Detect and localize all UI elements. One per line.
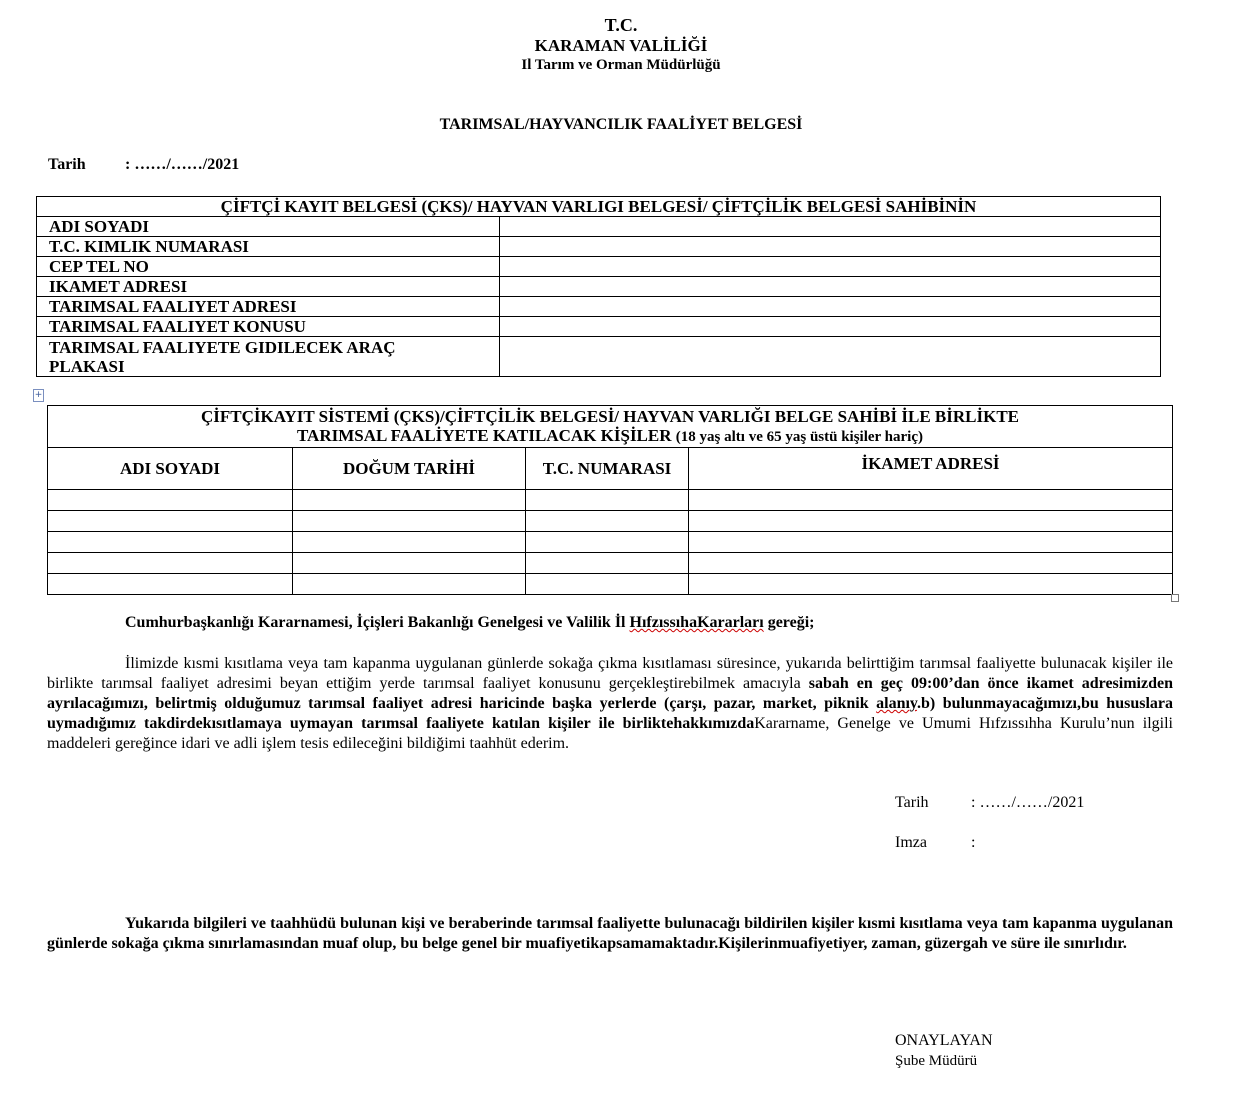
cell-birthdate[interactable]: [293, 511, 526, 532]
legal-reference: [125, 614, 815, 632]
cell-name[interactable]: [48, 553, 293, 574]
cell-name[interactable]: [48, 532, 293, 553]
commitment-normal-1: İlimizde kısmi kısıtlama veya tam kapanma uygulanan günlerde sokağa çıkma kısıtlaması süresince, yukarıda belirttiğim tarımsal faaliyette bulunacak kişiler ile birlikte tarımsal faaliyet adresimi beyan ettiğim yerde tarımsal faaliyet konusunu gerçekleştirebilmek amacıyla: [47, 655, 1173, 692]
legal-reference-text-a: Cumhurbaşkanlığı Kararnamesi, İçişleri Bakanlığı Genelgesi ve Valilik İl: [125, 614, 630, 631]
cell-residence[interactable]: [689, 532, 1173, 553]
participants-table: [47, 405, 1173, 595]
cell-name[interactable]: [48, 490, 293, 511]
table-row: [48, 532, 1173, 553]
header-tc: T.C.: [604, 15, 638, 35]
label-activity-subject: TARIMSAL FAALIYET KONUSU: [37, 317, 500, 337]
cell-name[interactable]: [48, 574, 293, 595]
commitment-bold-2: .b) bulunmayacağımızı,bu hususlara uymadığımız takdirdekısıtlamaya uymayan tarımsal faaliyete katılan kişiler ile birliktehakkımızda: [47, 695, 1174, 732]
legal-reference-text-b: gereği;: [763, 614, 815, 631]
value-tc-id[interactable]: [500, 237, 1161, 257]
col-header-birthdate: DOĞUM TARİHİ: [293, 448, 526, 490]
cell-residence[interactable]: [689, 490, 1173, 511]
header-directorate: Il Tarım ve Orman Müdürlüğü: [521, 57, 721, 73]
cell-birthdate[interactable]: [293, 553, 526, 574]
table-row: [48, 553, 1173, 574]
signature-date-value: : ……/……/2021: [971, 794, 1085, 811]
col-header-name: ADI SOYADI: [48, 448, 293, 490]
cell-residence[interactable]: [689, 574, 1173, 595]
cell-residence[interactable]: [689, 553, 1173, 574]
cell-birthdate[interactable]: [293, 532, 526, 553]
header-governorship: KARAMAN VALİLİĞİ: [534, 36, 708, 55]
label-residence: IKAMET ADRESI: [37, 277, 500, 297]
owner-info-table: [36, 196, 1161, 377]
approval-role: Şube Müdürü: [895, 1053, 978, 1069]
commitment-normal-2: Kararname, Genelge ve Umumi Hıfzıssıhha Kurulu’nun ilgili maddeleri gereğince idari ve adli işlem tesis edileceğini bildiğimi taahhüt ederim.: [47, 715, 1174, 752]
cell-name[interactable]: [48, 511, 293, 532]
participants-heading-bold: TARIMSAL FAALİYETE KATILACAK KİŞİLER: [296, 425, 672, 445]
table-resize-handle[interactable]: [1171, 594, 1179, 602]
signature-date-label: Tarih: [895, 794, 929, 811]
table-row: [48, 511, 1173, 532]
participants-heading-line1: ÇİFTÇİKAYIT SİSTEMİ (ÇKS)/ÇİFTÇİLİK BELGESİ/ HAYVAN VARLIĞI BELGE SAHİBİ İLE BİRLİKTE: [200, 406, 1019, 426]
exemption-note: Yukarıda bilgileri ve taahhüdü bulunan kişi ve beraberinde tarımsal faaliyette bulunacağı bildirilen kişiler kısmi kısıtlama veya tam kapanma uygulanan günlerde sokağa çıkma sınırlamasından muaf olup, bu belge genel bir muafiyetikapsamamaktadır.Kişilerinmuafiyetiyer, zaman, güzergah ve süre ile sınırlıdır.: [47, 915, 1173, 952]
label-phone: CEP TEL NO: [37, 257, 500, 277]
date-label-top: Tarih: [48, 156, 86, 173]
participants-heading-line2: [48, 426, 1172, 447]
legal-reference-underlined: HıfzıssıhaKararları: [629, 614, 764, 631]
col-header-residence: İKAMET ADRESİ: [689, 448, 1173, 490]
value-activity-address[interactable]: [500, 297, 1161, 317]
value-name[interactable]: [500, 217, 1161, 237]
label-activity-address: TARIMSAL FAALIYET ADRESI: [37, 297, 500, 317]
cell-tc-number[interactable]: [526, 490, 689, 511]
cell-birthdate[interactable]: [293, 574, 526, 595]
signature-value: :: [971, 834, 976, 851]
cell-birthdate[interactable]: [293, 490, 526, 511]
col-header-tc-number: T.C. NUMARASI: [526, 448, 689, 490]
label-vehicle-plate: TARIMSAL FAALIYETE GIDILECEK ARAÇ PLAKASI: [37, 337, 500, 377]
label-name: ADI SOYADI: [37, 217, 500, 237]
table-row: [48, 574, 1173, 595]
commitment-bold-underlined: alanıy: [876, 695, 918, 712]
date-value-top: : ……/……/2021: [125, 156, 240, 173]
commitment-paragraph: [47, 654, 1173, 754]
cell-tc-number[interactable]: [526, 574, 689, 595]
value-vehicle-plate[interactable]: [500, 337, 1161, 377]
value-residence[interactable]: [500, 277, 1161, 297]
signature-label: Imza: [895, 834, 927, 851]
owner-table-heading: ÇİFTÇİ KAYIT BELGESİ (ÇKS)/ HAYVAN VARLIGI BELGESİ/ ÇİFTÇİLİK BELGESİ SAHİBİNİN: [37, 197, 1161, 217]
cell-tc-number[interactable]: [526, 553, 689, 574]
value-activity-subject[interactable]: [500, 317, 1161, 337]
commitment-bold-1: sabah en geç 09:00’dan önce ikamet adresimizden ayrılacağımızı, belirtmiş olduğumuz tarımsal faaliyet adresi haricinde başka yerlerde (çarşı, pazar, market, piknik: [47, 675, 1174, 712]
table-row: [48, 490, 1173, 511]
approval-title: ONAYLAYAN: [895, 1032, 993, 1049]
cell-tc-number[interactable]: [526, 511, 689, 532]
value-phone[interactable]: [500, 257, 1161, 277]
participants-heading-note: (18 yaş altı ve 65 yaş üstü kişiler hariç): [675, 428, 924, 445]
cell-tc-number[interactable]: [526, 532, 689, 553]
label-tc-id: T.C. KIMLIK NUMARASI: [37, 237, 500, 257]
document-title: TARIMSAL/HAYVANCILIK FAALİYET BELGESİ: [439, 116, 803, 133]
table-move-handle-icon[interactable]: +: [34, 390, 43, 400]
cell-residence[interactable]: [689, 511, 1173, 532]
participants-heading: [48, 406, 1173, 448]
